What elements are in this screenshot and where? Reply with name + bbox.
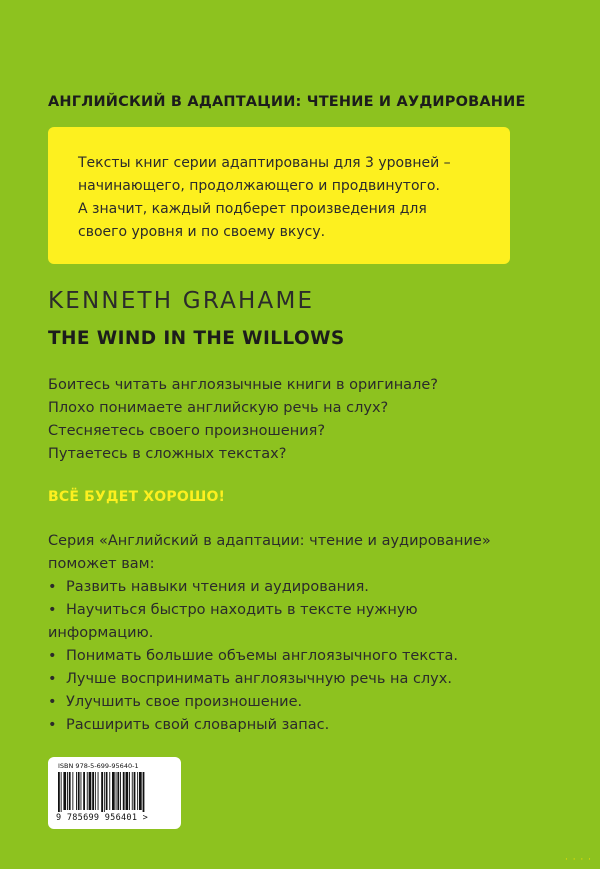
benefit-item bbox=[48, 576, 488, 599]
bullet-icon: • bbox=[48, 579, 57, 595]
benefit-text: Улучшить свое произношение. bbox=[66, 694, 303, 710]
barcode-box bbox=[48, 757, 181, 829]
benefit-item bbox=[48, 691, 488, 714]
benefits-list bbox=[48, 576, 488, 737]
benefit-text: Развить навыки чтения и аудирования. bbox=[66, 579, 369, 595]
bullet-icon: • bbox=[48, 671, 57, 687]
levels-info-box bbox=[48, 127, 510, 264]
series-intro-line: Серия «Английский в адаптации: чтение и аудирование» bbox=[48, 533, 491, 549]
benefit-item bbox=[48, 714, 488, 737]
levels-info-line: А значит, каждый подберет произведения для bbox=[78, 201, 427, 217]
question-item: Боитесь читать англоязычные книги в оригинале? bbox=[48, 377, 438, 393]
benefit-text: Расширить свой словарный запас. bbox=[66, 717, 330, 733]
benefit-item bbox=[48, 599, 488, 645]
isbn-label: ISBN 978-5-699-95640-1 bbox=[58, 762, 139, 770]
question-item: Плохо понимаете английскую речь на слух? bbox=[48, 400, 389, 416]
bullet-icon: • bbox=[48, 602, 57, 618]
questions-list bbox=[48, 374, 438, 466]
levels-info-line: Тексты книг серии адаптированы для 3 уровней – bbox=[78, 155, 451, 171]
benefit-item bbox=[48, 645, 488, 668]
author-name: KENNETH GRAHAME bbox=[48, 288, 315, 314]
benefit-text: Лучше воспринимать англоязычную речь на слух. bbox=[66, 671, 452, 687]
series-intro bbox=[48, 530, 491, 576]
question-item: Путаетесь в сложных текстах? bbox=[48, 446, 287, 462]
levels-info-line: начинающего, продолжающего и продвинутого. bbox=[78, 178, 440, 194]
bullet-icon: • bbox=[48, 648, 57, 664]
question-item: Стесняетесь своего произношения? bbox=[48, 423, 326, 439]
book-title: THE WIND IN THE WILLOWS bbox=[48, 328, 345, 349]
benefit-item bbox=[48, 668, 488, 691]
barcode-digits: 9 785699 956401 > bbox=[56, 813, 149, 823]
levels-info-line: своего уровня и по своему вкусу. bbox=[78, 224, 326, 240]
levels-info-text bbox=[78, 152, 451, 244]
series-title: АНГЛИЙСКИЙ В АДАПТАЦИИ: ЧТЕНИЕ И АУДИРОВАНИЕ bbox=[48, 94, 526, 110]
benefit-text: Понимать большие объемы англоязычного текста. bbox=[66, 648, 458, 664]
benefit-text-continued: информацию. bbox=[48, 625, 154, 641]
bullet-icon: • bbox=[48, 694, 57, 710]
decorative-dots: · · · · bbox=[564, 855, 592, 865]
benefit-text: Научиться быстро находить в тексте нужную bbox=[66, 602, 418, 618]
series-intro-line: поможет вам: bbox=[48, 556, 155, 572]
slogan: ВСЁ БУДЕТ ХОРОШО! bbox=[48, 489, 226, 505]
bullet-icon: • bbox=[48, 717, 57, 733]
barcode-icon bbox=[56, 772, 173, 812]
